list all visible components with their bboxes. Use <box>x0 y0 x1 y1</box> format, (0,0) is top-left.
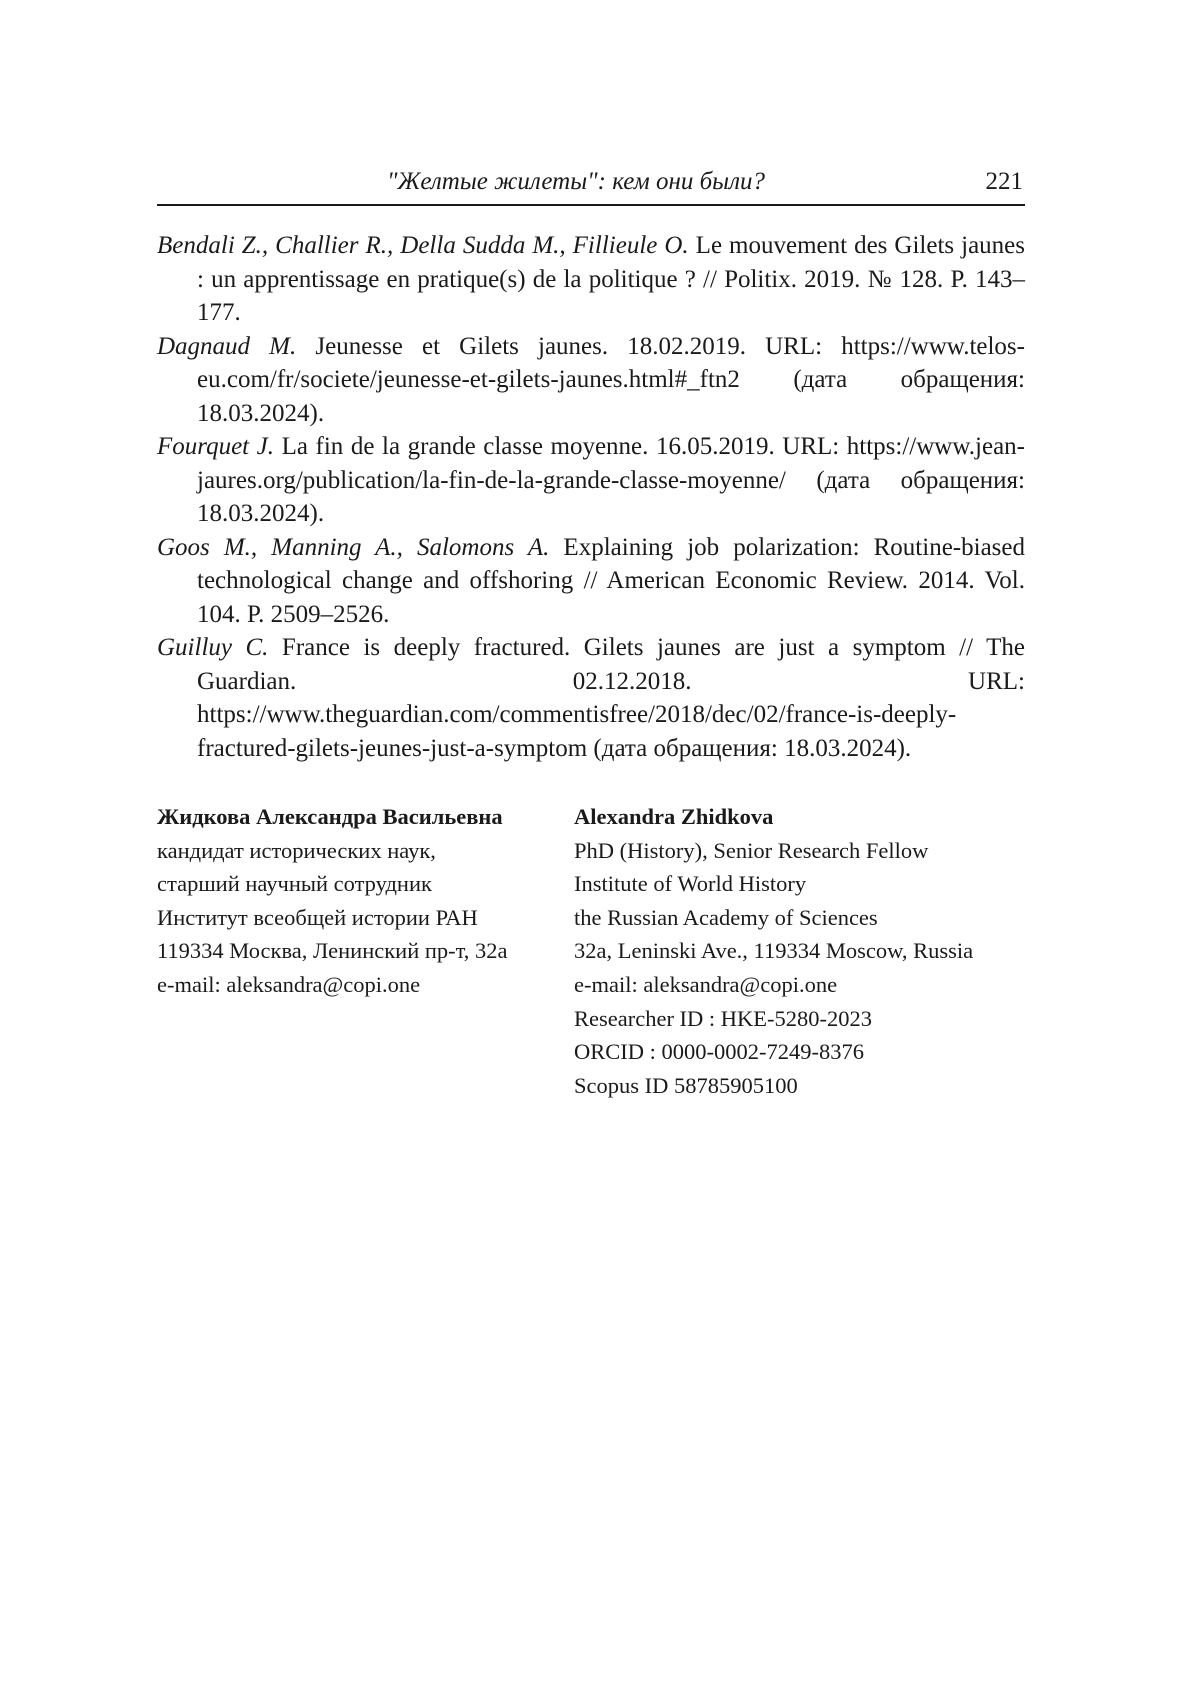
author-institution-parent: the Russian Academy of Sciences <box>574 904 878 930</box>
reference-item <box>157 531 1025 632</box>
reference-authors: Fourquet J. <box>157 433 275 460</box>
author-institution: Institute of World History <box>574 871 807 897</box>
running-header <box>157 164 1025 206</box>
reference-authors: Bendali Z., Challier R., Della Sudda M., Fillieule O. <box>157 232 689 259</box>
reference-item <box>157 229 1025 330</box>
running-title: "Желтые жилеты": кем они были? <box>387 168 766 195</box>
reference-item <box>157 330 1025 431</box>
reference-text: La fin de la grande classe moyenne. 16.05.2019. URL: https://www.jean-jaures.org/publication/la-fin-de-la-grande-classe-moyenne/ (дата обращения: 18.03.2024). <box>197 433 1025 527</box>
author-info-russian <box>157 800 508 1002</box>
author-name: Alexandra Zhidkova <box>574 804 774 829</box>
reference-authors: Goos M., Manning A., Salomons A. <box>157 533 550 561</box>
author-position: PhD (History), Senior Research Fellow <box>574 837 929 863</box>
reference-authors: Guilluy C. <box>157 634 269 661</box>
author-scopus-id: Scopus ID 58785905100 <box>574 1072 798 1098</box>
page-number: 221 <box>985 168 1023 195</box>
author-address: 119334 Москва, Ленинский пр-т, 32а <box>157 938 508 964</box>
reference-text: Explaining job polarization: Routine-biased technological change and offshoring // American Economic Review. 2014. Vol. 104. P. 2509–2526. <box>197 533 1025 628</box>
author-institution: Институт всеобщей истории РАН <box>157 904 478 930</box>
reference-item <box>157 430 1025 531</box>
reference-text: France is deeply fractured. Gilets jaunes are just a symptom // The Guardian. 02.12.2018. URL: https://www.theguardian.com/commentisfree/2018/dec/02/france-is-deeply-fractured-gilets-jeunes-just-a-symptom (дата обращения: 18.03.2024). <box>197 634 1025 762</box>
reference-list <box>157 229 1025 765</box>
author-email: e-mail: aleksandra@copi.one <box>157 971 421 997</box>
reference-item <box>157 631 1025 765</box>
author-orcid: ORCID : 0000-0002-7249-8376 <box>574 1039 864 1065</box>
author-name: Жидкова Александра Васильевна <box>157 804 503 829</box>
author-address: 32a, Leninski Ave., 119334 Moscow, Russia <box>574 938 974 964</box>
author-email: e-mail: aleksandra@copi.one <box>574 971 838 997</box>
reference-text: Jeunesse et Gilets jaunes. 18.02.2019. URL: https://www.telos-eu.com/fr/societe/jeunesse-et-gilets-jaunes.html#_ftn2 (дата обращения: 18.03.2024). <box>197 332 1025 427</box>
reference-text: Le mouvement des Gilets jaunes : un apprentissage en pratique(s) de la politique ? // Politix. 2019. № 128. P. 143–177. <box>197 232 1025 326</box>
reference-authors: Dagnaud M. <box>157 332 297 360</box>
author-info-english <box>574 800 973 1102</box>
author-position: старший научный сотрудник <box>157 871 432 897</box>
author-degree: кандидат исторических наук, <box>157 837 436 863</box>
author-researcher-id: Researcher ID : HKE-5280-2023 <box>574 1005 873 1031</box>
